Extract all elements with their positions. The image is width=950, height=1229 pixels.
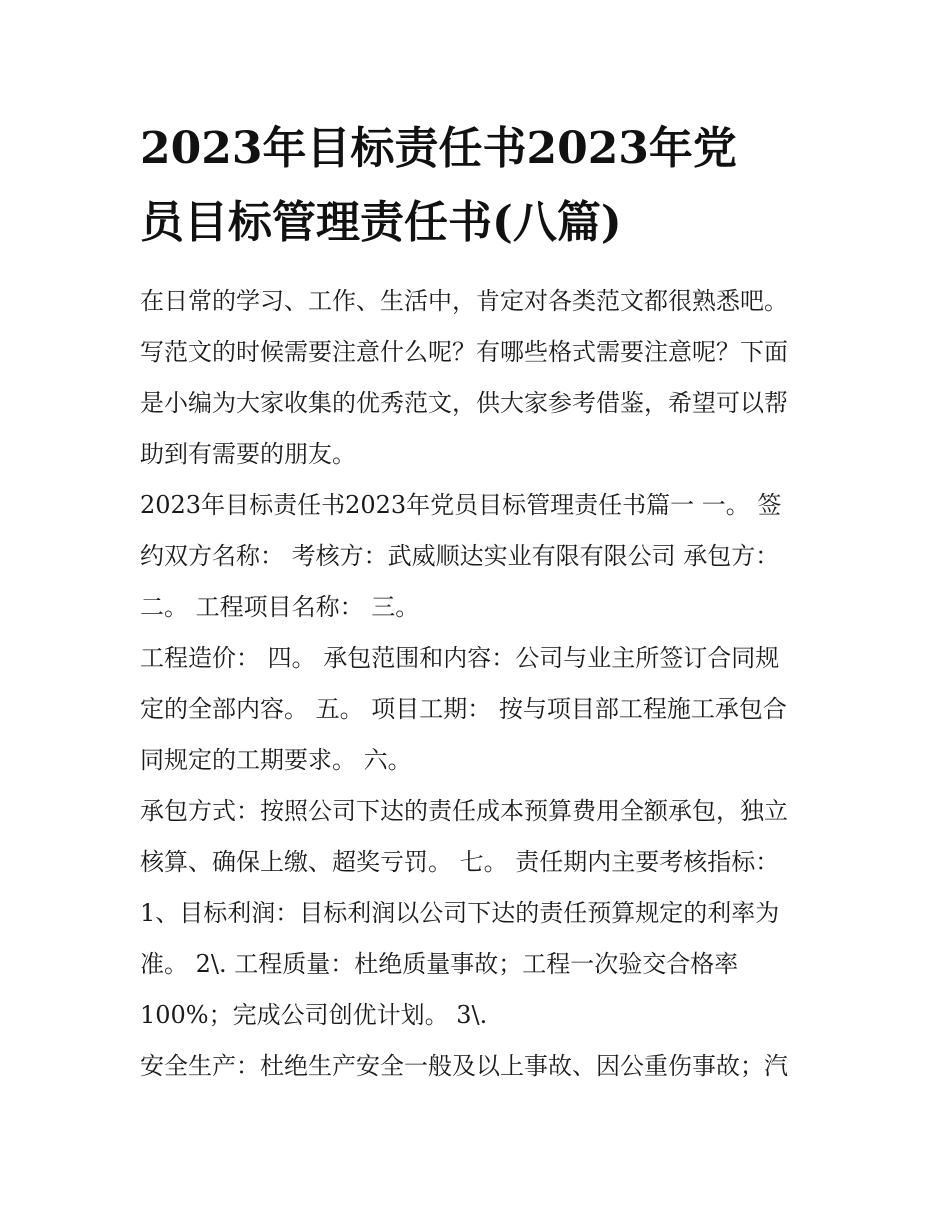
text-line: 100%；完成公司创优计划。 3\. xyxy=(140,1001,488,1029)
text-line: 工程造价： 四。 承包范围和内容：公司与业主所签订合同规 xyxy=(140,644,780,672)
text-line: 是小编为大家收集的优秀范文，供大家参考借鉴，希望可以帮 xyxy=(140,389,788,417)
section-paragraph xyxy=(140,786,820,1041)
text-line: 二。 工程项目名称： 三。 xyxy=(140,593,420,621)
text-line: 助到有需要的朋友。 xyxy=(140,440,356,468)
text-line: 同规定的工期要求。 六。 xyxy=(140,746,412,774)
text-line: 约双方名称： 考核方：武威顺达实业有限有限公司 承包方： xyxy=(140,542,780,570)
title-line: 2023年目标责任书2023年党 xyxy=(140,123,737,174)
section-paragraph xyxy=(140,633,820,786)
text-line: 写范文的时候需要注意什么呢？有哪些格式需要注意呢？下面 xyxy=(140,338,788,366)
document-body xyxy=(140,276,820,1092)
intro-paragraph xyxy=(140,276,820,480)
text-line: 承包方式：按照公司下达的责任成本预算费用全额承包，独立 xyxy=(140,797,788,825)
section-paragraph xyxy=(140,1041,820,1092)
text-line: 在日常的学习、工作、生活中，肯定对各类范文都很熟悉吧。 xyxy=(140,287,788,315)
text-line: 1、目标利润：目标利润以公司下达的责任预算规定的利率为 xyxy=(140,899,780,927)
text-line: 2023年目标责任书2023年党员目标管理责任书篇一 一。 签 xyxy=(140,491,782,519)
text-line: 核算、确保上缴、超奖亏罚。 七。 责任期内主要考核指标： xyxy=(140,848,780,876)
text-line: 准。 2\. 工程质量：杜绝质量事故；工程一次验交合格率 xyxy=(140,950,739,978)
document-content xyxy=(140,112,820,1092)
document-title xyxy=(140,112,820,260)
title-line: 员目标管理责任书(八篇) xyxy=(140,197,622,248)
text-line: 安全生产：杜绝生产安全一般及以上事故、因公重伤事故；汽 xyxy=(140,1052,788,1080)
text-line: 定的全部内容。 五。 项目工期： 按与项目部工程施工承包合 xyxy=(140,695,787,723)
section-paragraph xyxy=(140,480,820,633)
